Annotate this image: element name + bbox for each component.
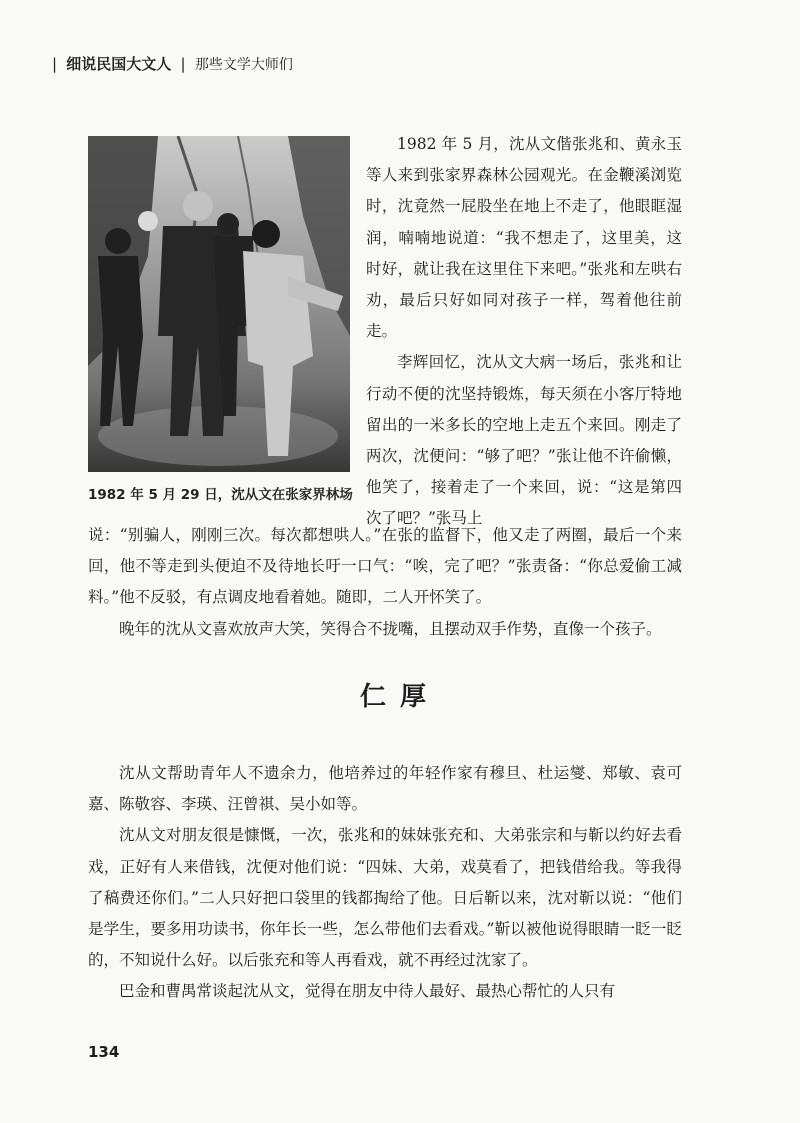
paragraph-trip: 1982 年 5 月，沈从文偕张兆和、黄永玉等人来到张家界森林公园观光。在金鞭溪浏览时，沈竟然一屁股坐在地上不走了，他眼眶湿润，喃喃地说道：“我不想走了，这里美，这时好，就让我在这里住下来吧。”张兆和左哄右劝，最后只好如同对孩子一样，驾着他往前走。: [366, 135, 682, 341]
column-text: [366, 129, 682, 535]
book-subtitle: 那些文学大师们: [194, 57, 293, 73]
book-title: 细说民国大文人: [66, 55, 172, 73]
full-width-text-2: [88, 758, 682, 1008]
paragraph-exercise-end: 说：“别骗人，刚刚三次。每次都想哄人。”在张的监督下，他又走了两圈，最后一个来回，他不等走到头便迫不及待地长吁一口气：“唉，完了吧？”张责备：“你总爱偷工减料。”他不反驳，有点调皮地看着她。随即，二人开怀笑了。: [88, 526, 682, 607]
paragraph-generosity: 沈从文对朋友很是慷慨，一次，张兆和的妹妹张充和、大弟张宗和与靳以约好去看戏，正好有人来借钱，沈便对他们说：“四妹、大弟，戏莫看了，把钱借给我。等我得了稿费还你们。”二人只好把口袋里的钱都掏给了他。日后靳以来，沈对靳以说：“他们是学生，要多用功读书，你年长一些，怎么带他们去看戏。”靳以被他说得眼睛一眨一眨的，不知说什么好。以后张充和等人再看戏，就不再经过沈家了。: [88, 826, 682, 970]
header-bar-left: |: [52, 55, 58, 73]
page-number: 134: [88, 1043, 120, 1061]
header-separator: |: [180, 55, 186, 73]
paragraph-young-writers: 沈从文帮助青年人不遗余力，他培养过的年轻作家有穆旦、杜运燮、郑敏、袁可嘉、陈敬容、李瑛、汪曾祺、吴小如等。: [88, 764, 682, 814]
photo-caption: 1982 年 5 月 29 日，沈从文在张家界林场: [88, 487, 353, 503]
paragraph-laugh: 晚年的沈从文喜欢放声大笑，笑得合不拢嘴，且摆动双手作势，直像一个孩子。: [119, 619, 662, 638]
paragraph-exercise-start: 李辉回忆，沈从文大病一场后，张兆和让行动不便的沈坚持锻炼，每天须在小客厅特地留出的一米多长的空地上走五个来回。刚走了两次，沈便问：“够了吧？”张让他不许偷懒，他笑了，接着走了一个来回，说：“这是第四次了吧？”张马上: [366, 353, 682, 528]
historical-photo: [88, 136, 350, 472]
full-width-text-1: [88, 520, 682, 645]
running-header: [48, 53, 293, 74]
section-title: 仁厚: [359, 682, 440, 712]
photo-illustration: [88, 136, 350, 472]
paragraph-friends: 巴金和曹禺常谈起沈从文，觉得在朋友中待人最好、最热心帮忙的人只有: [119, 982, 616, 1001]
